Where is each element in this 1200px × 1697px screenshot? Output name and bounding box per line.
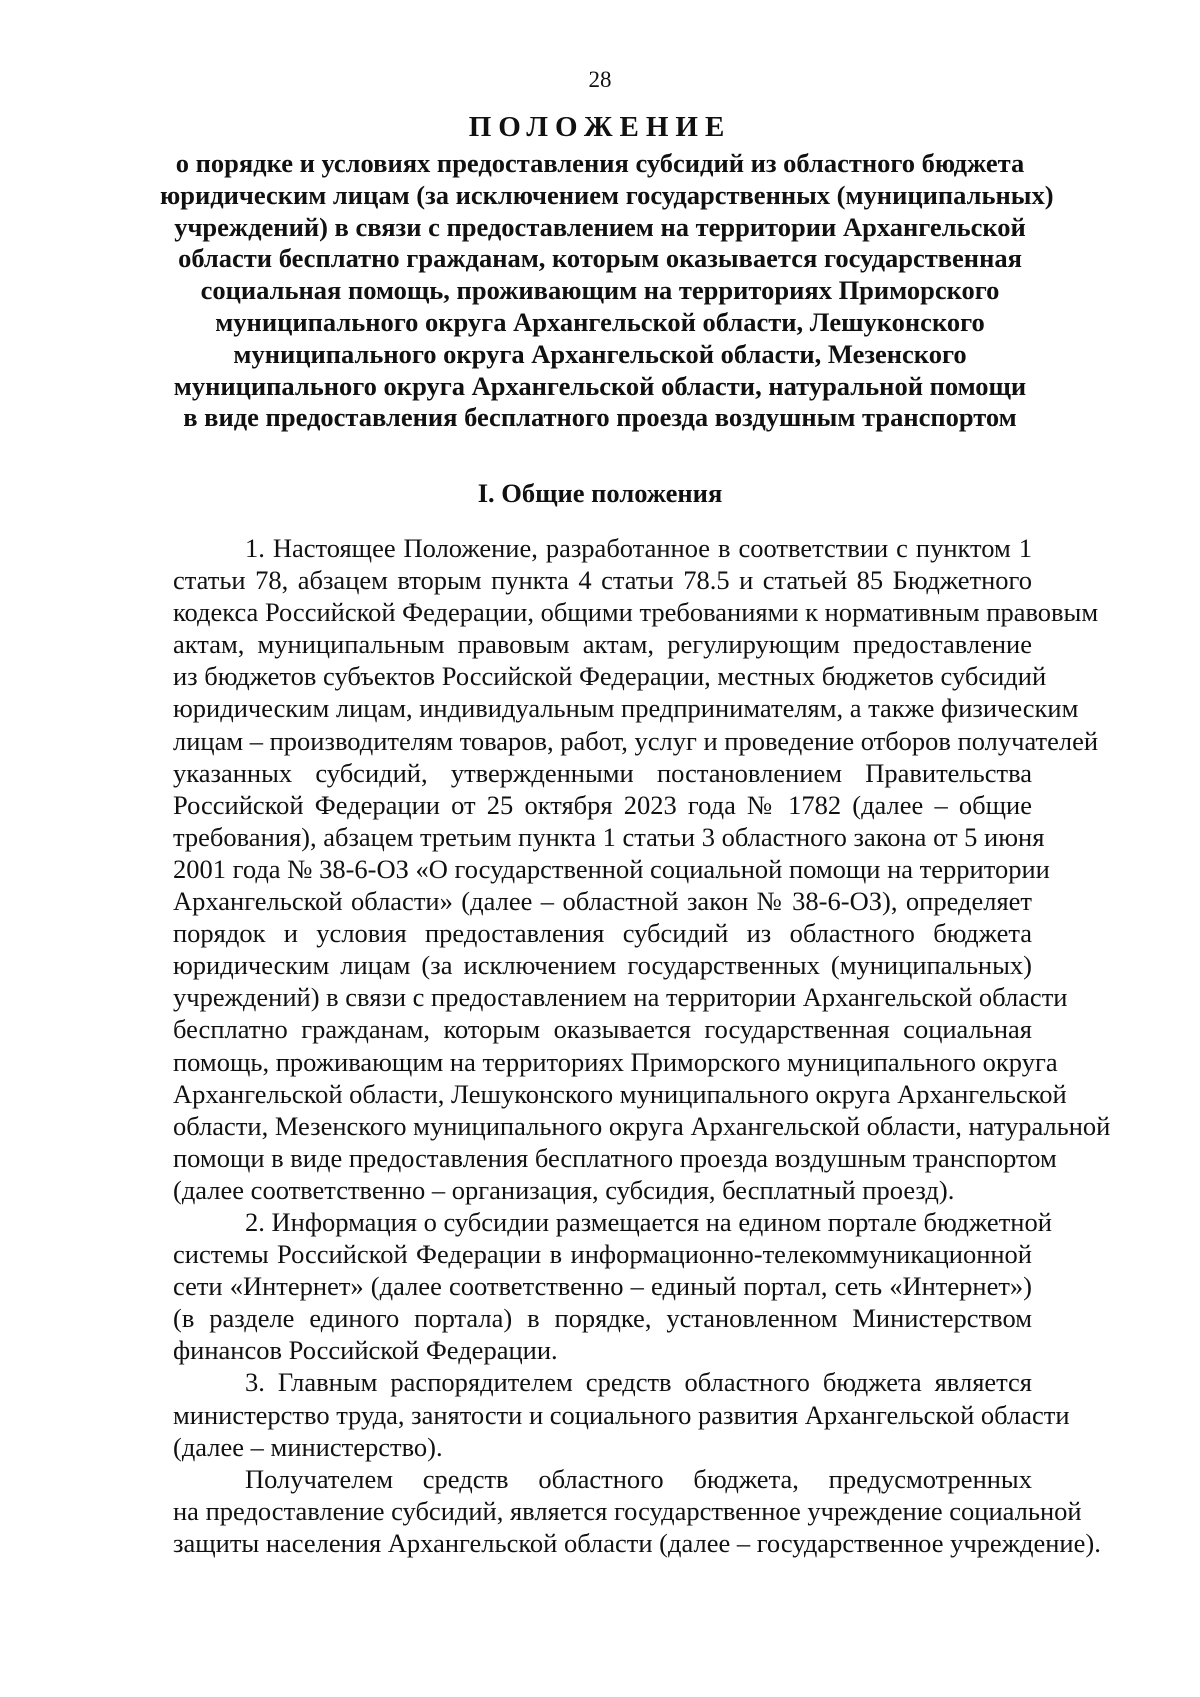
body-line: учреждений) в связи с предоставлением на территории Архангельской области bbox=[173, 982, 1068, 1013]
body-line: (далее – министерство). bbox=[173, 1431, 443, 1462]
subtitle-line: муниципального округа Архангельской области, Мезенского bbox=[233, 338, 967, 369]
body-line: кодекса Российской Федерации, общими требованиями к нормативным правовым bbox=[173, 597, 1099, 628]
paragraph-4 bbox=[173, 1463, 1101, 1559]
body-line: 2. Информация о субсидии размещается на едином портале бюджетной bbox=[245, 1206, 1052, 1237]
body-line: области, Мезенского муниципального округа Архангельской области, натуральной bbox=[173, 1110, 1111, 1141]
page-number: 28 bbox=[588, 67, 612, 92]
body-line: Российской Федерации от 25 октября 2023 года № 1782 (далее – общие bbox=[173, 789, 1032, 820]
body-line: Получателем средств областного бюджета, предусмотренных bbox=[245, 1463, 1032, 1494]
subtitle-line: учреждений) в связи с предоставлением на территории Архангельской bbox=[174, 211, 1026, 242]
body-line: 1. Настоящее Положение, разработанное в соответствии с пунктом 1 bbox=[245, 533, 1032, 563]
body-line: требования), абзацем третьим пункта 1 статьи 3 областного закона от 5 июня bbox=[173, 821, 1045, 852]
body-line: (далее соответственно – организация, субсидия, бесплатный проезд). bbox=[173, 1174, 955, 1205]
body-line: министерство труда, занятости и социального развития Архангельской области bbox=[173, 1399, 1070, 1430]
paragraph-2 bbox=[173, 1206, 1052, 1366]
body-line: сети «Интернет» (далее соответственно – единый портал, сеть «Интернет») bbox=[173, 1271, 1032, 1302]
body-line: юридическим лицам (за исключением государственных (муниципальных) bbox=[173, 950, 1032, 981]
subtitle-line: муниципального округа Архангельской области, Лешуконского bbox=[215, 306, 985, 337]
body-line: Архангельской области, Лешуконского муниципального округа Архангельской bbox=[173, 1078, 1067, 1109]
body-line: защиты населения Архангельской области (далее – государственное учреждение). bbox=[173, 1527, 1101, 1558]
document-subtitle bbox=[160, 148, 1054, 434]
document-title: ПОЛОЖЕНИЕ bbox=[468, 111, 732, 143]
subtitle-line: социальная помощь, проживающим на территориях Приморского bbox=[200, 275, 1000, 306]
body-line: помощи в виде предоставления бесплатного проезда воздушным транспортом bbox=[173, 1142, 1057, 1173]
body-line: системы Российской Федерации в информационно-телекоммуникационной bbox=[173, 1239, 1032, 1270]
body-line: финансов Российской Федерации. bbox=[173, 1335, 558, 1366]
body-line: 3. Главным распорядителем средств областного бюджета является bbox=[245, 1367, 1032, 1398]
subtitle-line: в виде предоставления бесплатного проезда воздушным транспортом bbox=[183, 402, 1017, 433]
body-line: лицам – производителям товаров, работ, услуг и проведение отборов получателей bbox=[173, 725, 1099, 756]
body-line: указанных субсидий, утвержденными постановлением Правительства bbox=[173, 757, 1032, 788]
subtitle-line: муниципального округа Архангельской области, натуральной помощи bbox=[173, 370, 1027, 401]
body-line: актам, муниципальным правовым актам, регулирующим предоставление bbox=[173, 629, 1032, 660]
body-line: 2001 года № 38-6-ОЗ «О государственной социальной помощи на территории bbox=[173, 853, 1050, 884]
subtitle-line: юридическим лицам (за исключением государственных (муниципальных) bbox=[160, 179, 1054, 210]
section-heading: I. Общие положения bbox=[477, 478, 723, 508]
paragraph-1 bbox=[173, 532, 1111, 1206]
body-line: Архангельской области» (далее – областной закон № 38-6-ОЗ), определяет bbox=[173, 886, 1032, 917]
paragraph-3 bbox=[173, 1366, 1070, 1462]
body-line: на предоставление субсидий, является государственное учреждение социальной bbox=[173, 1495, 1082, 1526]
subtitle-line: о порядке и условиях предоставления субсидий из областного бюджета bbox=[175, 148, 1025, 178]
document-body bbox=[173, 532, 1111, 1559]
body-line: из бюджетов субъектов Российской Федерации, местных бюджетов субсидий bbox=[173, 661, 1047, 692]
body-line: порядок и условия предоставления субсидий из областного бюджета bbox=[173, 918, 1032, 949]
body-line: помощь, проживающим на территориях Приморского муниципального округа bbox=[173, 1046, 1058, 1077]
body-line: юридическим лицам, индивидуальным предпринимателям, а также физическим bbox=[173, 693, 1079, 724]
body-line: статьи 78, абзацем вторым пункта 4 статьи 78.5 и статьей 85 Бюджетного bbox=[173, 565, 1032, 596]
body-line: бесплатно гражданам, которым оказывается государственная социальная bbox=[173, 1014, 1032, 1045]
subtitle-line: области бесплатно гражданам, которым оказывается государственная bbox=[178, 243, 1022, 274]
body-line: (в разделе единого портала) в порядке, установленном Министерством bbox=[173, 1303, 1032, 1334]
